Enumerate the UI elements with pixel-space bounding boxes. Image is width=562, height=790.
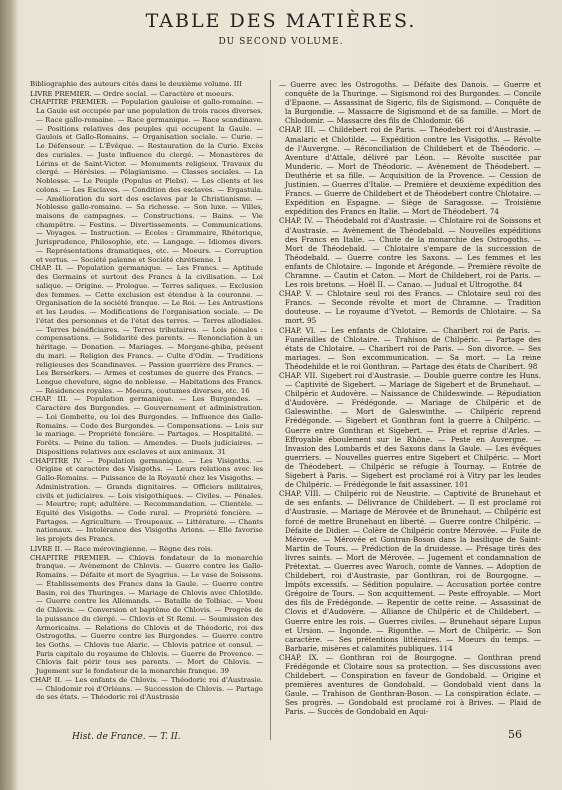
toc-entry: CHAP. IX. — Gonthran roi de Bourgogne. — Gonthran prend Frédégonde et Clotaire sous sa protection. — Ses discussions avec Childebert. — Conspiration en faveur de Gondobald. — Origine et premières aventures de Gondobald. — Gondobald vient dans la Gaule. — Trahison de Gonthran-Boson. — La conspiration éclate. — Ses progrès. — Gondobald est proclamé roi à Brives. — Plaid de Paris. — Succès de Gondobald en Aqui- [279, 652, 541, 717]
page-subtitle: DU SECOND VOLUME. [218, 37, 344, 47]
toc-entry: CHAPITRE IV. — Population germanique. — Les Visigoths. — Origine et caractère des Visigoths. — Leurs relations avec les Gallo-Romains. — Puissance de la Royauté chez les Visigoths. — Administration. — Grands dignitaires. — Officiers militaires, civils et judiciaires. — Lois visigothiques. — Civiles. — Pénales. — Meurtre; rapt; adultère. — Recommandation. — Clientèle. — Equité des Visigoths. — Code rural. — Propriété foncière. — Partages. — Agriculture. — Troupeaux. — Littérature. — Chants nationaux. — Intolérance des Visigoths Ariens. — Elle favorise les projets des Francs. [30, 456, 263, 544]
toc-entry: CHAP. VIII. — Chilpéric roi de Neustrie. — Captivité de Brunehaut et de ses enfants. — Délivrance de Childebert. — Il est proclamé roi d'Austrasie. — Mariage de Mérovée et de Brunehaut. — Chilpéric est forcé de mettre Brunehaut en liberté. — Guerre contre Chilpéric. — Défaite de Didier. — Colère de Chilpéric contre Mérovée. — Fuite de Mérovée. — Mérovée et Gontran-Boson dans la basilique de Saint-Martin de Tours. — Prédiction de la druidesse. — Présage tirés des livres saints. — Mort de Mérovée. — Jugement et condamnation de Prétextat. — Guerres avec Waroch, comte de Vannes. — Adoption de Childebert, roi d'Austrasie, par Gonthran, roi de Bourgogne. — Impôts excessifs. — Sédition populaire. — Accusation portée contre Grégoire de Tours. — Son acquittement. — Peste effroyable. — Mort des fils de Frédégonde. — Repentir de cette reine. — Assassinat de Clovis et d'Audovère. — Alliance de Chilpéric et de Childebert. — Guerre entre les rois. — Guerres civiles. — Brunehaut sépare Lupus et Ursion. — Ingonde. — Rigonthe. — Mort de Chilpéric. — Son caractère. — Ses prétentions littéraires. — Moeurs du temps. — Barbarie, misères et calamités publiques. 114 [279, 489, 541, 653]
toc-entry: CHAP. II. — Les enfants de Chlovis. — Théodoric roi d'Austrasie. — Chlodomir roi d'Orléans. — Succession de Chlovis. — Partage de ses états. — Théodoric roi d'Austrasie [30, 675, 263, 702]
page-number: 56 [508, 728, 522, 741]
column-divider [270, 80, 271, 740]
page-title: TABLE DES MATIÈRES. [145, 10, 417, 32]
toc-entry: CHAP. V. — Chlotaire seul roi des Francs. — Chlotaire seul roi des Francs. — Seconde révolte et mort de Chramne. — Tradition douteuse. — Le royaume d'Yvetot. — Remords de Chlotaire. — Sa mort. 95 [279, 289, 541, 326]
toc-entry: CHAP. IV. — Théodebald roi d'Austrasie. — Chlotaire roi de Soissons et d'Austrasie. — Avènement de Théodebald. — Nouvelles expéditions des Francs en Italie. — Chute de la monarchie des Ostrogoths. — Mort de Théodebald. — Chlotaire s'empare de la succession de Théodebald. — Guerre contre les Saxons. — Les femmes et les enfants de Chlotaire. — Ingonde et Arégonde. — Première révolte de Chramne. — Cautin et Caton. — Mort de Childebert, roi de Paris. — Les rois bretons. — Hoël II. — Canao. — Judual et Ultrogothe. 84 [279, 216, 541, 290]
toc-entry: — Guerre avec les Ostrogoths. — Défaite des Danois. — Guerre et conquête de la Thuringe. — Sigismond roi des Burgondes. — Concile d'Epaone. — Assassinat de Sigeric, fils de Sigismond. — Conquête de la Burgondie. — Massacre de Sigismond et de sa famille. — Mort de Chlodomir. — Massacre des fils de Chlodomir. 66 [279, 80, 541, 126]
toc-entry: CHAP. III. — Population germanique. — Les Burgondes. — Caractère des Burgondes. — Gouvernement et administration. — Loi Gombette, ou loi des Burgondes. — Influence des Gallo-Romains. — Code des Burgondes. — Compensations. — Lois sur le mariage. — Propriété foncière. — Partages. — Hospitalité. — Forêts. — Peine du talion. — Amendes. — Duels judiciaires. — Dispositions relatives aux esclaves et aux animaux. 31 [30, 395, 263, 456]
toc-entry: LIVRE II. — Race mérovingienne. — Règne des rois. [30, 544, 213, 553]
right-column [279, 80, 541, 717]
toc-entry: CHAP. III. — Childebert roi de Paris. — Théodebert roi d'Austrasie. — Amalaric et Chlotilde. — Expédition contre les Visigoths. — Révolte de l'Auvergne. — Réconciliation de Childebert et de Théodoric. — Aventure d'Attale, délivré par Léon. — Révolte suscitée par Munderic. — Mort de Théodoric. — Avènement de Théodebert. — Deuthérie et sa fille. — Acquisition de la Provence. — Cession de Justinien. — Guerres d'Italie. — Première et deuxième expédition des Francs. — Guerre de Childebert et de Théodebert contre Chlotaire. — Expédition en Espagne. — Siège de Saragosse. — Troisième expédition des Francs en Italie. — Mort de Théodebert. 74 [279, 125, 541, 217]
toc-entry: Bibliographie des auteurs cités dans le deuxième volume. III [30, 80, 242, 88]
toc-entry: CHAP. VII. Sigebert roi d'Austrasie. — Double guerre contre les Huns. — Captivité de Sigebert. — Mariage de Sigebert et de Brunehaut. — Chilpéric et Audovère. — Naissance de Childeswinde. — Répudiation d'Audovère. — Frédégonde. — Mariage de Chilpéric et de Galeswinthe. — Mort de Galeswinthe. — Chilpéric reprend Frédégonde. — Sigebert et Gonthran font la guerre à Chilpéric. — Guerre entre Gonthran et Sigebert. — Prise et reprise d'Arles. — Effroyable éboulement sur le Rhône. — Peste en Auvergne. — Invasion des Lombards et des Saxons dans la Gaule. — Les évêques guerriers. — Nouvelles guerres entre Sigebert et Chilpéric. — Mort de Théodebert. — Chilpéric se réfugie à Tournay. — Entrée de Sigebert à Paris. — Sigebert est proclamé roi à Vitry par les leudes de Chilpéric. — Frédégonde le fait assassiner. 101 [279, 371, 541, 490]
book-gutter [0, 0, 18, 790]
toc-entry: CHAP. II. — Population germanique. — Les Francs. — Aptitude des Germains et surtout des Francs à la civilisation. — Loi salique. — Origine. — Prologue. — Terres saliques. — Exclusion des femmes. — Cette exclusion est étendue à la couronne. — Organisation de la société franque. — Le Roi. — Les Antrustions et les Leudes. — Modifications de l'organisation sociale. — De l'état des personnes et de l'état des terres. — Terres allodiales. — Terres bénéficiaires. — Terres tributaires. — Lois pénales : compensations. — Solidarité des parents. — Renonciation à un héritage. — Donation. — Mariages. — Morgane-ghiba, présent du mari. — Religion des Francs. — Culte d'Odin. — Traditions religieuses des Scandinaves. — Passion guerrière des Francs. — Les Berserkers. — Armes et costumes de guerre des Francs. — Longue chevelure, signe de noblesse. — Habitations des Francs. — Résidences royales. — Moeurs, coutumes diverses, etc. 16 [30, 264, 263, 395]
left-column [30, 80, 263, 702]
toc-entry: CHAP. VI. — Les enfants de Chlotaire. — Charibert roi de Paris. — Funérailles de Chlotaire. — Trahison de Chilpéric. — Partage des états de Chlotaire. — Charibert roi de Paris. — Son divorce. — Ses mariages. — Son excommunication. — Sa mort. — La reine Théodehilde et le roi Gonthran. — Partage des états de Charibert. 98 [279, 325, 541, 371]
toc-entry: CHAPITRE PREMIER. — Chlovis fondateur de la monarchie franque. — Avènement de Chlovis. — Guerre contre les Gallo-Romains. — Défaite et mort de Syagrius. — Le vase de Soissons. — Établissements des Francs dans la Gaule. — Guerre contre Basin, roi des Thuringes. — Mariage de Chlovis avec Chlotilde. — Guerre contre les Allemands. — Bataille de Tolbiac. — Voeu de Chlovis. — Conversion et baptême de Chlovis. — Progrès de la puissance du clergé. — Chlovis et St Remi. — Soumission des Armoricains. — Relations de Chlovis et de Théodoric, roi des Ostrogoths. — Guerre contre les Burgondes. — Guerre contre les Goths. — Chlovis tue Alaric. — Chlovis patrice et consul. — Paris capitale du royaume de Chlovis. — Guerre de Provence. — Chlovis fait périr tous ses parents. — Mort de Chlovis. — Jugement sur le fondateur de la monarchie franque. 39 [30, 553, 263, 676]
printer-signature: Hist. de France. — T. II. [72, 732, 181, 742]
toc-entry: LIVRE PREMIER. — Ordre social. — Caractère et moeurs. [30, 89, 234, 98]
toc-entry: CHAPITRE PREMIER. — Population gauloise et gallo-romaine. — La Gaule est occupée par une population de trois races diverses. — Race gallo-romaine. — Race germanique. — Race scandinave. — Positions relatives des peuples qui occupent la Gaule. — Gaulois et Gallo-Romains. — Organisation sociale. — Curie. — Le Défenseur. — L'Évêque. — Restauration de la Curie. Excès des curiales. — Juste influence du clergé. — Monastères de Lérins et de Saint-Victor. — Monuments religieux. Travaux du clergé. — Hérésies. — Pélagianisme. — Classes sociales. — La Noblesse. — Le Peuple (Populus et Plebs). — Les clients et les colons. — Les Esclaves. — Condition des esclaves. — Ergastula. — Amélioration du sort des esclaves par le Christianisme. — Noblesse gallo-romaine. — Sa richesse. — Son luxe. — Villes, maisons de campagnes. — Constructions. — Bains. — Vie champêtre. — Festins. — Divertissements. — Communications. — Voyages. — Instruction. — Écoles : Grammaire, Rhétorique, Jurisprudence, Philosophie, etc. — Langage. — Idiomes divers. — Représentations dramatiques, etc. — Moeurs. — Corruption et vertus. — Société païenne et Société chrétienne. 1 [30, 98, 263, 264]
